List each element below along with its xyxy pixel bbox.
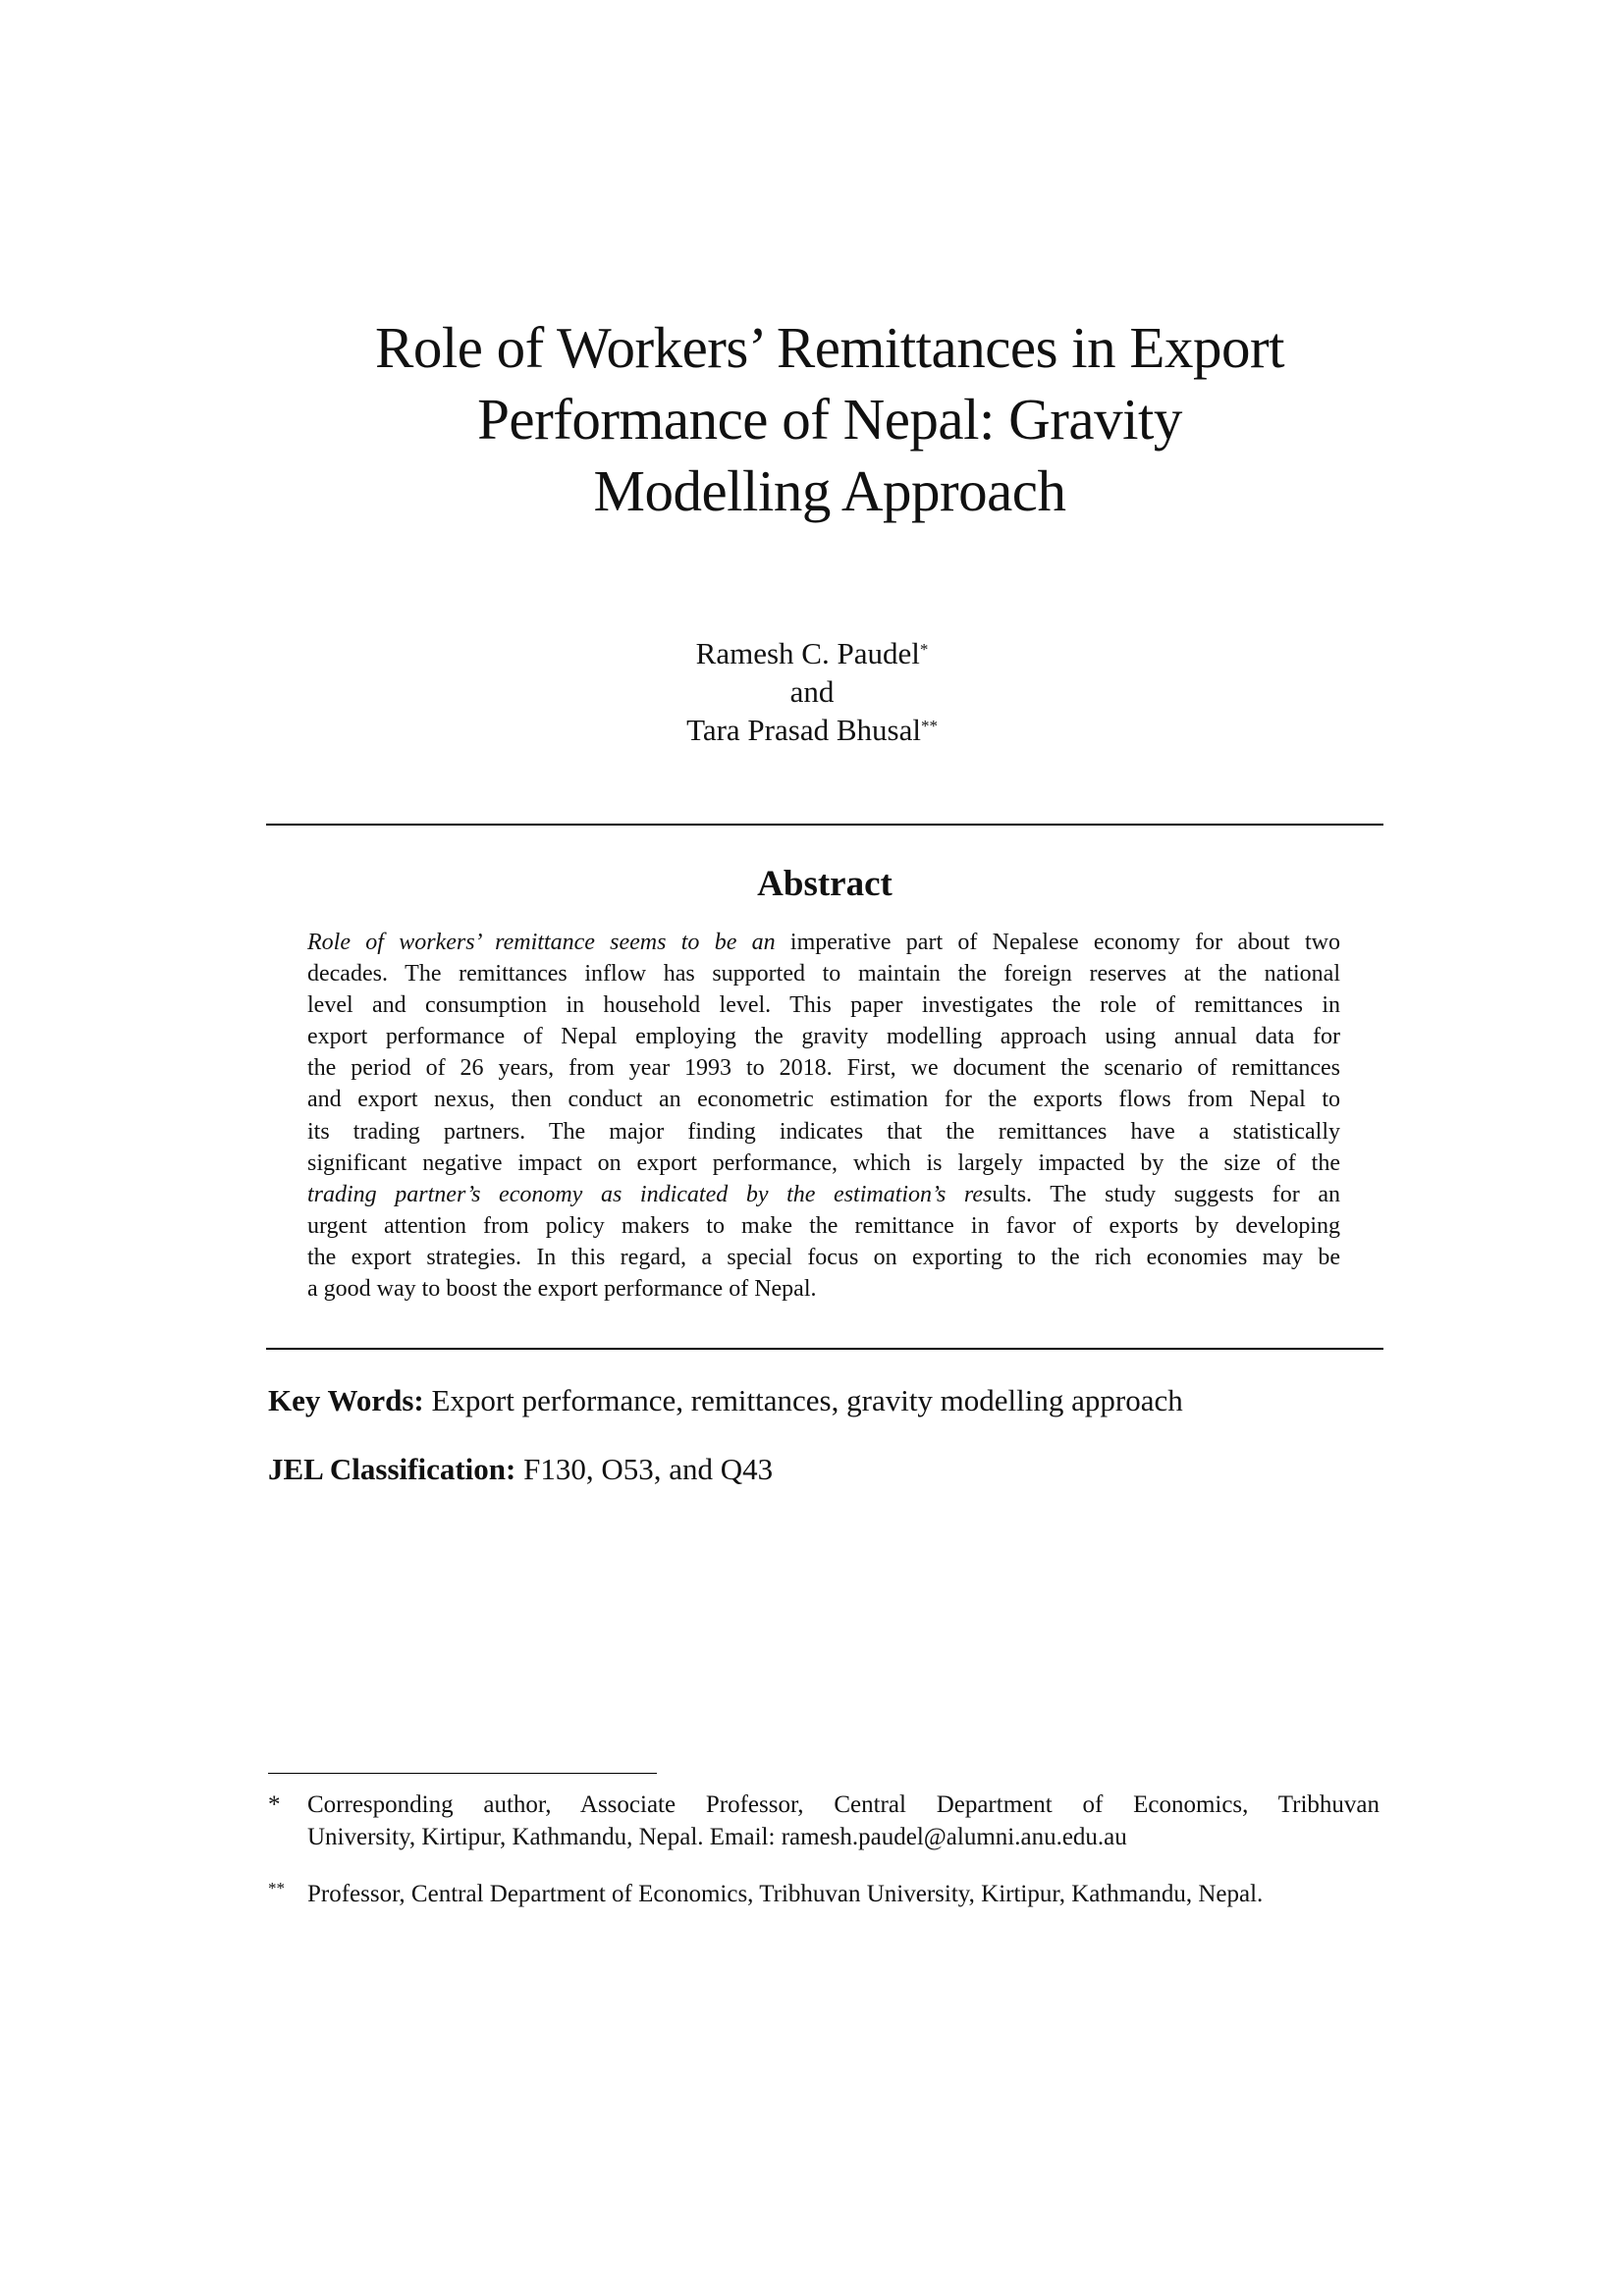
abstract-line: the period of 26 years, from year 1993 to 2018. First, we document the scenario of remittances	[307, 1055, 1340, 1082]
jel-classification	[268, 1450, 1446, 1489]
abstract-line: urgent attention from policy makers to make the remittance in favor of exports by developing	[307, 1212, 1340, 1239]
abstract-line: export performance of Nepal employing the gravity modelling approach using annual data for	[307, 1024, 1340, 1050]
footnote-text	[307, 1789, 1380, 1853]
keywords-value: Export performance, remittances, gravity modelling approach	[423, 1383, 1183, 1417]
abstract-heading: Abstract	[757, 864, 893, 904]
footnote-mark: *	[919, 640, 929, 659]
footnote	[268, 1789, 1380, 1853]
keywords	[268, 1381, 1446, 1420]
abstract-line: trading partner’s economy as indicated by the estimation’s results. The study suggests for an	[307, 1181, 1340, 1207]
title-line: Role of Workers’ Remittances in Export	[374, 315, 1285, 380]
author-conjunction: and	[789, 674, 835, 709]
abstract-line: level and consumption in household level. This paper investigates the role of remittances in	[307, 992, 1340, 1019]
divider	[266, 1348, 1383, 1350]
abstract-body	[307, 927, 1340, 1305]
abstract-italic-lead: Role of workers’ remittance seems to be an	[307, 930, 776, 955]
keywords-label: Key Words:	[268, 1383, 424, 1417]
footnote-mark: *	[268, 1791, 281, 1818]
abstract-line: Role of workers’ remittance seems to be an imperative part of Nepalese economy for about two	[307, 930, 1340, 955]
author-block	[517, 634, 1107, 749]
abstract-line: a good way to boost the export performance of Nepal.	[307, 1276, 817, 1303]
abstract-line: significant negative impact on export performance, which is largely impacted by the size of the	[307, 1149, 1340, 1176]
abstract-italic-span: trading partner’s economy as indicated by the estimation’s res	[307, 1181, 993, 1207]
footnote	[268, 1878, 1380, 1910]
jel-label: JEL Classification:	[268, 1452, 516, 1486]
paper-title	[265, 312, 1394, 527]
title-line: Performance of Nepal: Gravity	[477, 387, 1182, 452]
jel-value: F130, O53, and Q43	[515, 1452, 774, 1486]
abstract-line: decades. The remittances inflow has supported to maintain the foreign reserves at the national	[307, 961, 1340, 988]
author-line	[517, 634, 1107, 672]
author-line	[517, 711, 1107, 749]
footnote-mark: **	[920, 717, 938, 735]
abstract-line: and export nexus, then conduct an econometric estimation for the exports flows from Nepal to	[307, 1087, 1340, 1113]
footnote-line: Corresponding author, Associate Professor, Central Department of Economics, Tribhuvan	[307, 1791, 1380, 1818]
author-name: Ramesh C. Paudel	[695, 636, 920, 670]
footnote-separator	[268, 1773, 657, 1774]
abstract-line: its trading partners. The major finding indicates that the remittances have a statistically	[307, 1118, 1340, 1145]
title-line: Modelling Approach	[593, 458, 1066, 523]
footnote-line: Professor, Central Department of Economics, Tribhuvan University, Kirtipur, Kathmandu, Nepal.	[307, 1881, 1264, 1907]
divider	[266, 824, 1383, 826]
author-name: Tara Prasad Bhusal	[686, 713, 921, 747]
footnote-mark: **	[268, 1879, 285, 1897]
footnote-text	[307, 1878, 1380, 1910]
footnote-line: University, Kirtipur, Kathmandu, Nepal. Email: ramesh.paudel@alumni.anu.edu.au	[307, 1824, 1127, 1850]
abstract-line: the export strategies. In this regard, a special focus on exporting to the rich economies may be	[307, 1244, 1340, 1270]
